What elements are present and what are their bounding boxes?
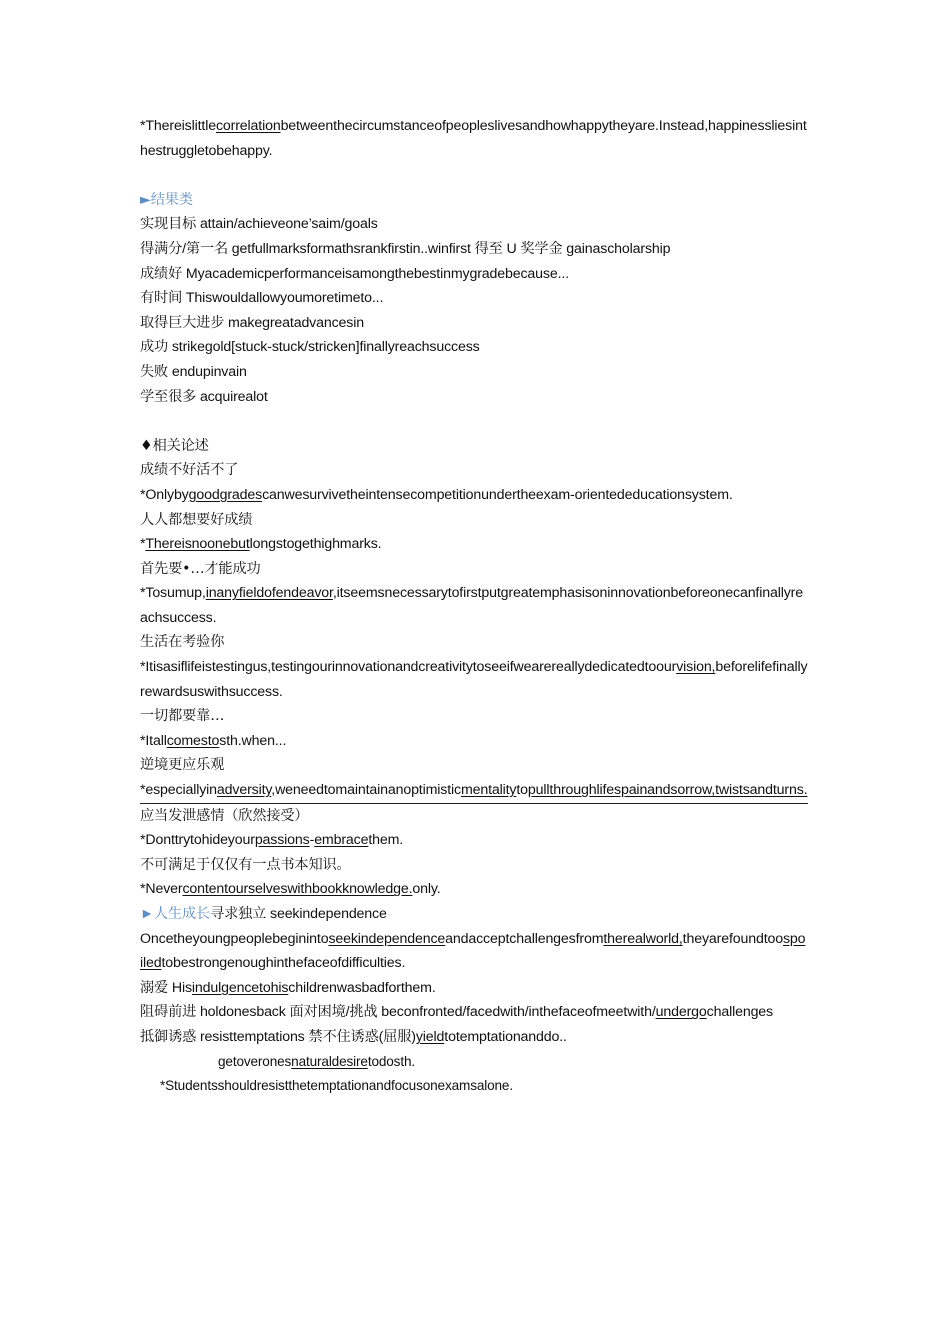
topic-heading: 生活在考验你: [140, 634, 225, 651]
example-sentence: *Donttrytohideyourpassions-embracethem.: [140, 832, 404, 849]
result-item: 得满分/第一名 getfullmarksformathsrankfirstin..winfirst 得至 U 奖学金 gainascholarship: [140, 240, 671, 257]
document-page: [140, 114, 808, 1099]
section-heading-growth: ►人生成长寻求独立 seekindependence: [140, 906, 387, 922]
topic-heading: 人人都想要好成绩: [140, 511, 253, 528]
topic-heading: 一切都要靠…: [140, 708, 225, 725]
example-sentence: *Itisasiflifeistestingus,testingourinnovationandcreativitytoseeifwearereallydedicatedtoourvision,beforelifefinallyrewardsuswithsuccess.: [140, 659, 808, 700]
triangle-bullet-icon: ►: [140, 906, 154, 922]
growth-item: 抵御诱惑 resisttemptations 禁不住诱惑(屈服)yieldtotemptationanddo..: [140, 1028, 567, 1045]
example-sentence: *Itallcomestosth.when...: [140, 732, 287, 749]
correlation-paragraph: *Thereislittlecorrelationbetweenthecircumstanceofpeopleslivesandhowhappytheyare.Instead,happinessliesinthestruggletobehappy.: [140, 118, 807, 159]
topic-heading: 首先要•…才能成功: [140, 560, 261, 577]
example-sentence: *Onlybygoodgradescanwesurvivetheintensecompetitionundertheexam-orientededucationsystem.: [140, 486, 733, 503]
example-sentence: *Tosumup,inanyfieldofendeavor,itseemsnecessarytofirstputgreatemphasisoninnovationbeforeonecanfinallyreachsuccess.: [140, 585, 803, 626]
result-item: 学至很多 acquirealot: [140, 388, 268, 405]
result-item: 失败 endupinvain: [140, 363, 247, 380]
growth-example: *Studentsshouldresistthetemptationandfocusonexamsalone.: [160, 1078, 513, 1094]
result-item: 成绩好 Myacademicperformanceisamongthebestinmygradebecause...: [140, 265, 569, 282]
result-item: 有时间 Thiswouldallowyoumoretimeto...: [140, 290, 384, 307]
result-item: 成功 strikegold[stuck-stuck/stricken]finallyreachsuccess: [140, 339, 480, 356]
result-item: 实现目标 attain/achieveone’saim/goals: [140, 216, 378, 233]
section-heading-related: ♦相关论述: [140, 437, 209, 454]
underlined-term: correlation: [215, 118, 281, 134]
triangle-bullet-icon: ►: [140, 191, 151, 208]
section-heading-results: ►结果类: [140, 191, 193, 208]
growth-item: 溺爱 Hisindulgencetohischildrenwasbadforthem.: [140, 979, 436, 996]
growth-paragraph: Oncetheyoungpeoplebeginintoseekindependenceandacceptchallengesfromtherealworld,theyarefoundtoospoiledtobestrongenoughinthefaceofdifficulties.: [140, 930, 806, 972]
topic-heading: 不可满足于仅仅有一点书本知识。: [140, 856, 351, 873]
topic-heading: 成绩不好活不了: [140, 462, 239, 479]
result-item: 取得巨大进步 makegreatadvancesin: [140, 314, 364, 331]
example-sentence: *Thereisnoonebutlongstogethighmarks.: [140, 536, 382, 553]
example-sentence: *especiallyinadversity,weneedtomaintainanoptimisticmentalitytopullthroughlifespainandsorrow,twistsandturns.: [140, 778, 808, 804]
example-sentence: *Nevercontentourselveswithbookknowledge.only.: [140, 881, 441, 898]
topic-heading: 应当发泄感情（欣然接受）: [140, 807, 309, 824]
topic-heading: 逆境更应乐观: [140, 757, 225, 774]
growth-item: 阻碍前进 holdonesback 面对困境/挑战 beconfronted/facedwith/inthefaceofmeetwith/undergochallenges: [140, 1004, 773, 1021]
growth-item-indented: getoveronesnaturaldesiretodosth.: [218, 1053, 415, 1069]
